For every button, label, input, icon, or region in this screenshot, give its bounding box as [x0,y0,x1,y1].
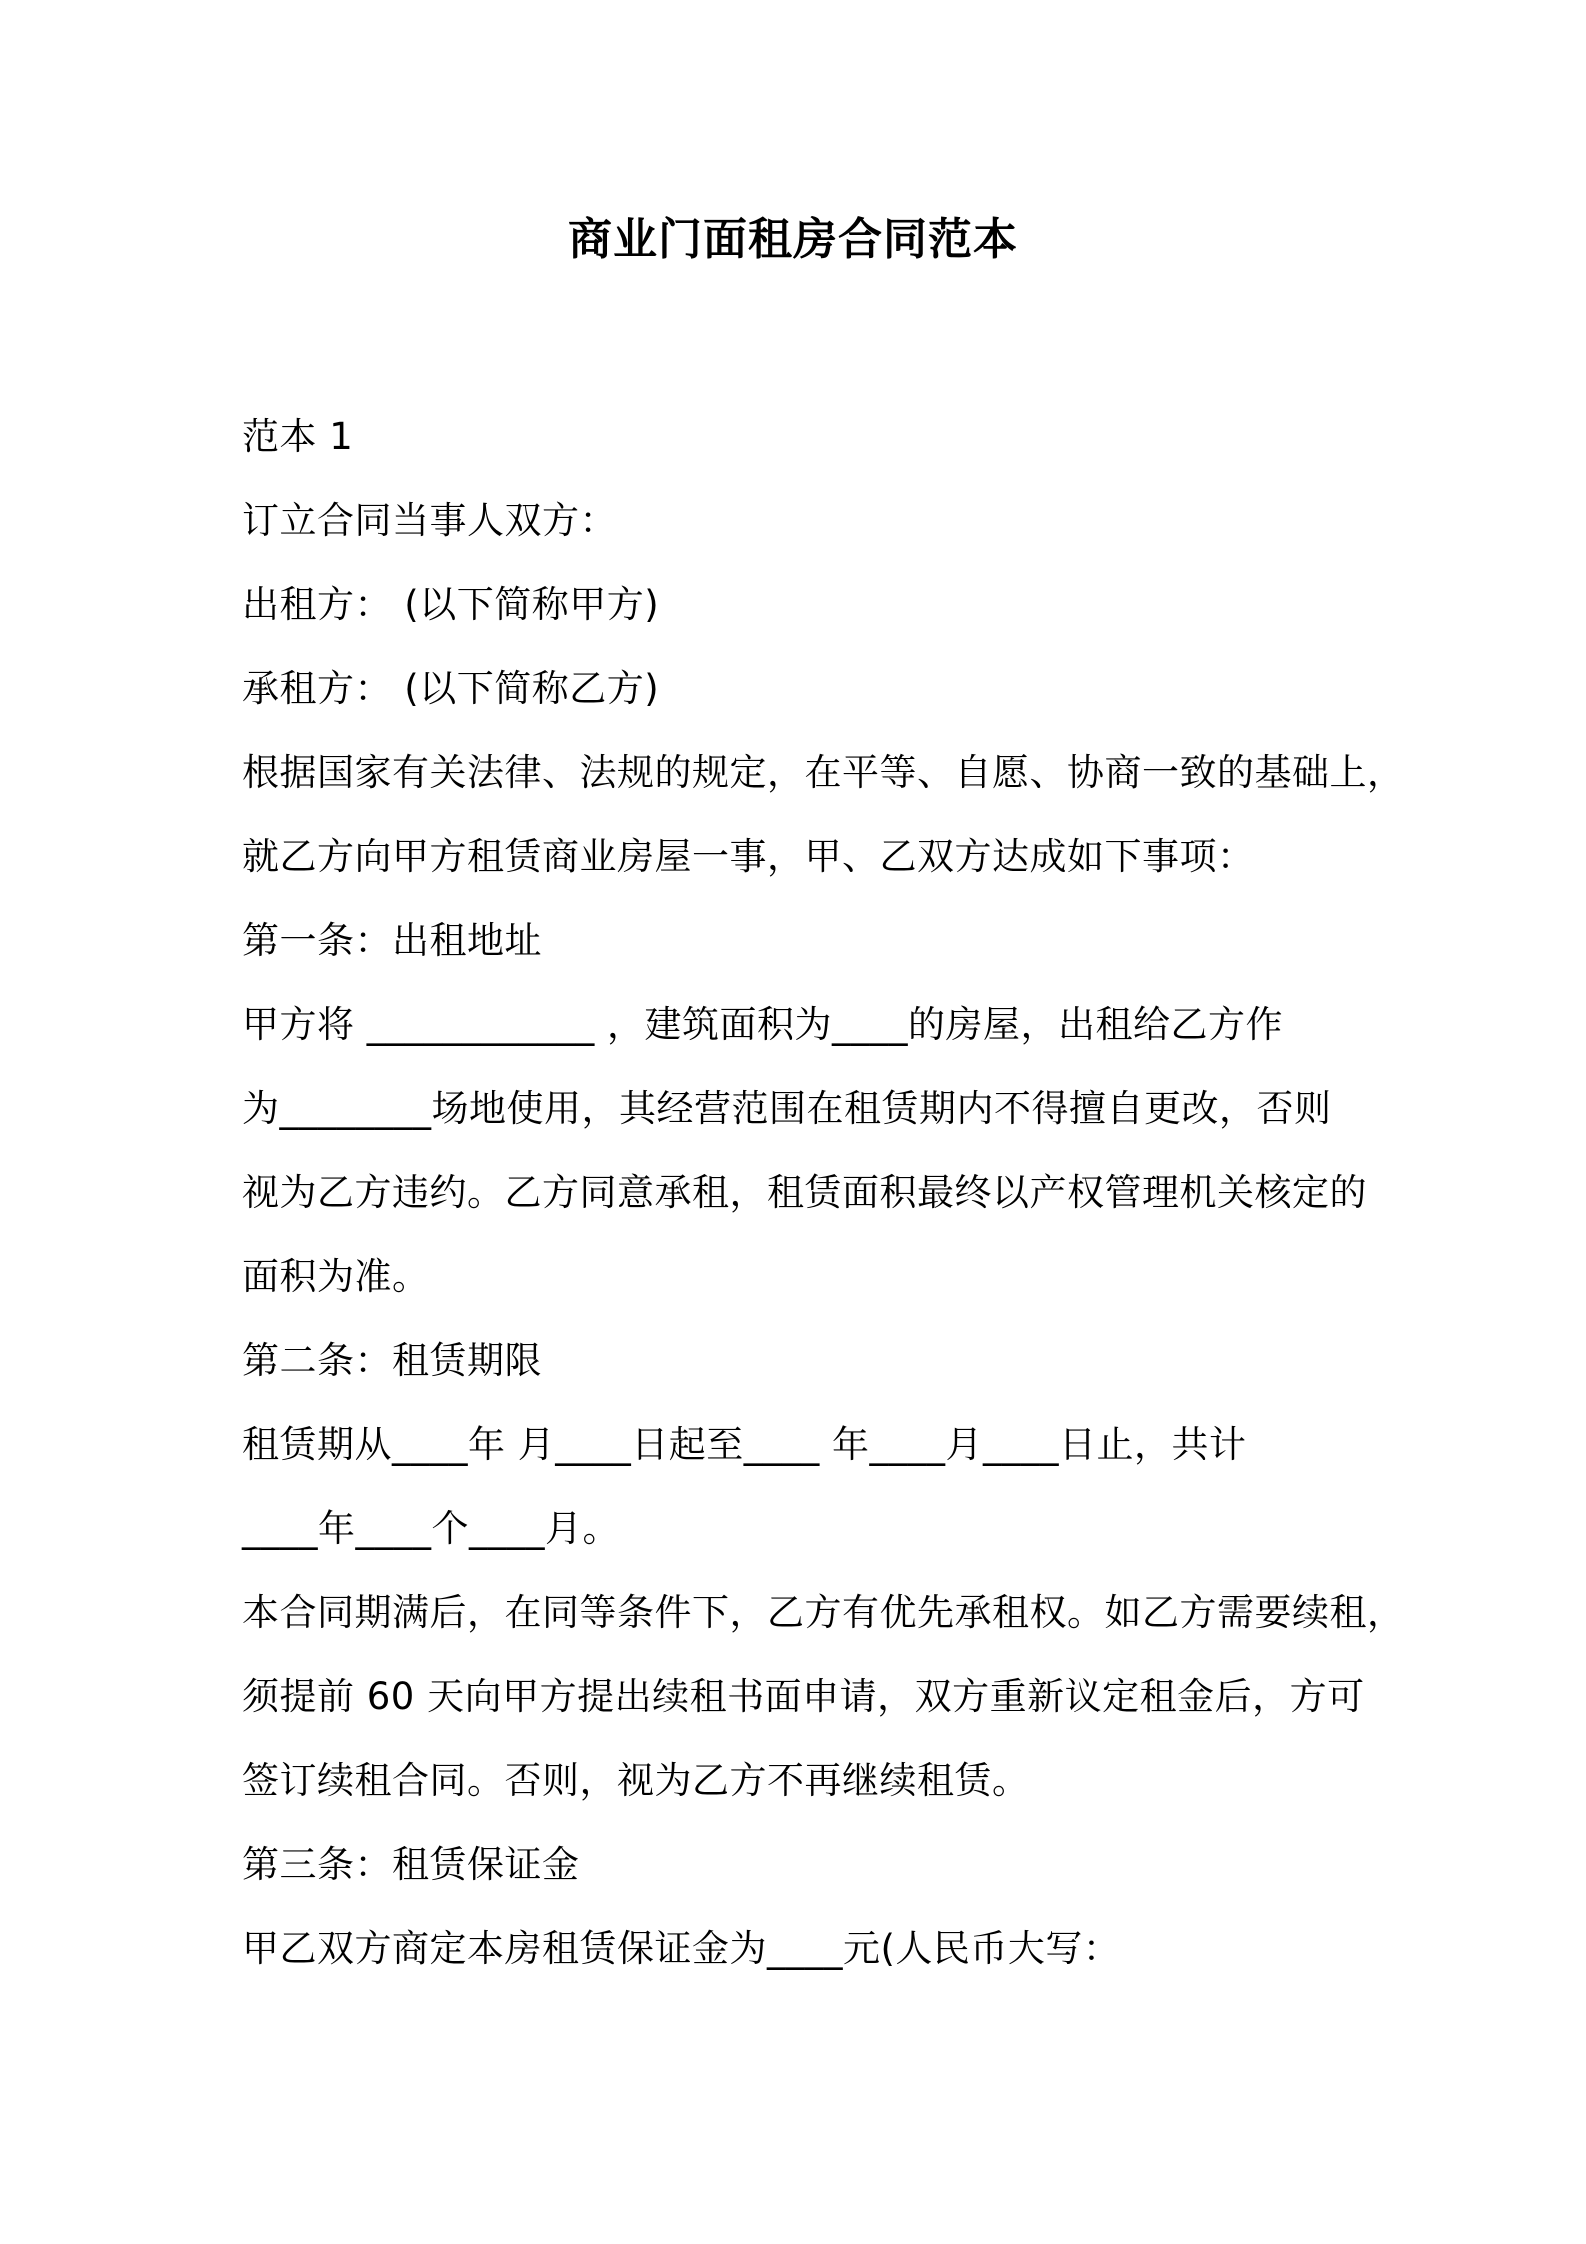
article-1-line-1: 甲方将 ____________ ，建筑面积为____的房屋，出租给乙方作 [242,1003,1284,1046]
article-2-renewal-line-1: 本合同期满后，在同等条件下，乙方有优先承租权。如乙方需要续租， [242,1591,1405,1634]
article-1-heading: 第一条：出租地址 [242,919,542,962]
article-2-line-2: ____年____个____月。 [242,1507,620,1550]
document-title: 商业门面租房合同范本 [568,214,1018,265]
preamble-line-1: 根据国家有关法律、法规的规定，在平等、自愿、协商一致的基础上， [242,751,1405,794]
article-2-renewal-line-2: 须提前 60 天向甲方提出续租书面申请，双方重新议定租金后，方可 [242,1675,1365,1718]
article-2-renewal-line-3: 签订续租合同。否则，视为乙方不再继续租赁。 [242,1759,1030,1802]
parties-intro: 订立合同当事人双方： [242,499,617,542]
article-3-line-1: 甲乙双方商定本房租赁保证金为____元(人民币大写： [242,1927,1121,1970]
lessor-line: 出租方： (以下简称甲方) [242,583,660,626]
article-1-line-2: 为________场地使用，其经营范围在租赁期内不得擅自更改，否则 [242,1087,1332,1130]
article-1-line-3: 视为乙方违约。乙方同意承租，租赁面积最终以产权管理机关核定的 [242,1171,1367,1214]
lessee-line: 承租方： (以下简称乙方) [242,667,660,710]
article-2-line-1: 租赁期从____年 月____日起至____ 年____月____日止，共计 [242,1423,1247,1466]
preamble-line-2: 就乙方向甲方租赁商业房屋一事，甲、乙双方达成如下事项： [242,835,1255,878]
sample-heading: 范本 1 [242,415,354,458]
article-1-line-4: 面积为准。 [242,1255,430,1298]
article-3-heading: 第三条：租赁保证金 [242,1843,580,1886]
article-2-heading: 第二条：租赁期限 [242,1339,542,1382]
